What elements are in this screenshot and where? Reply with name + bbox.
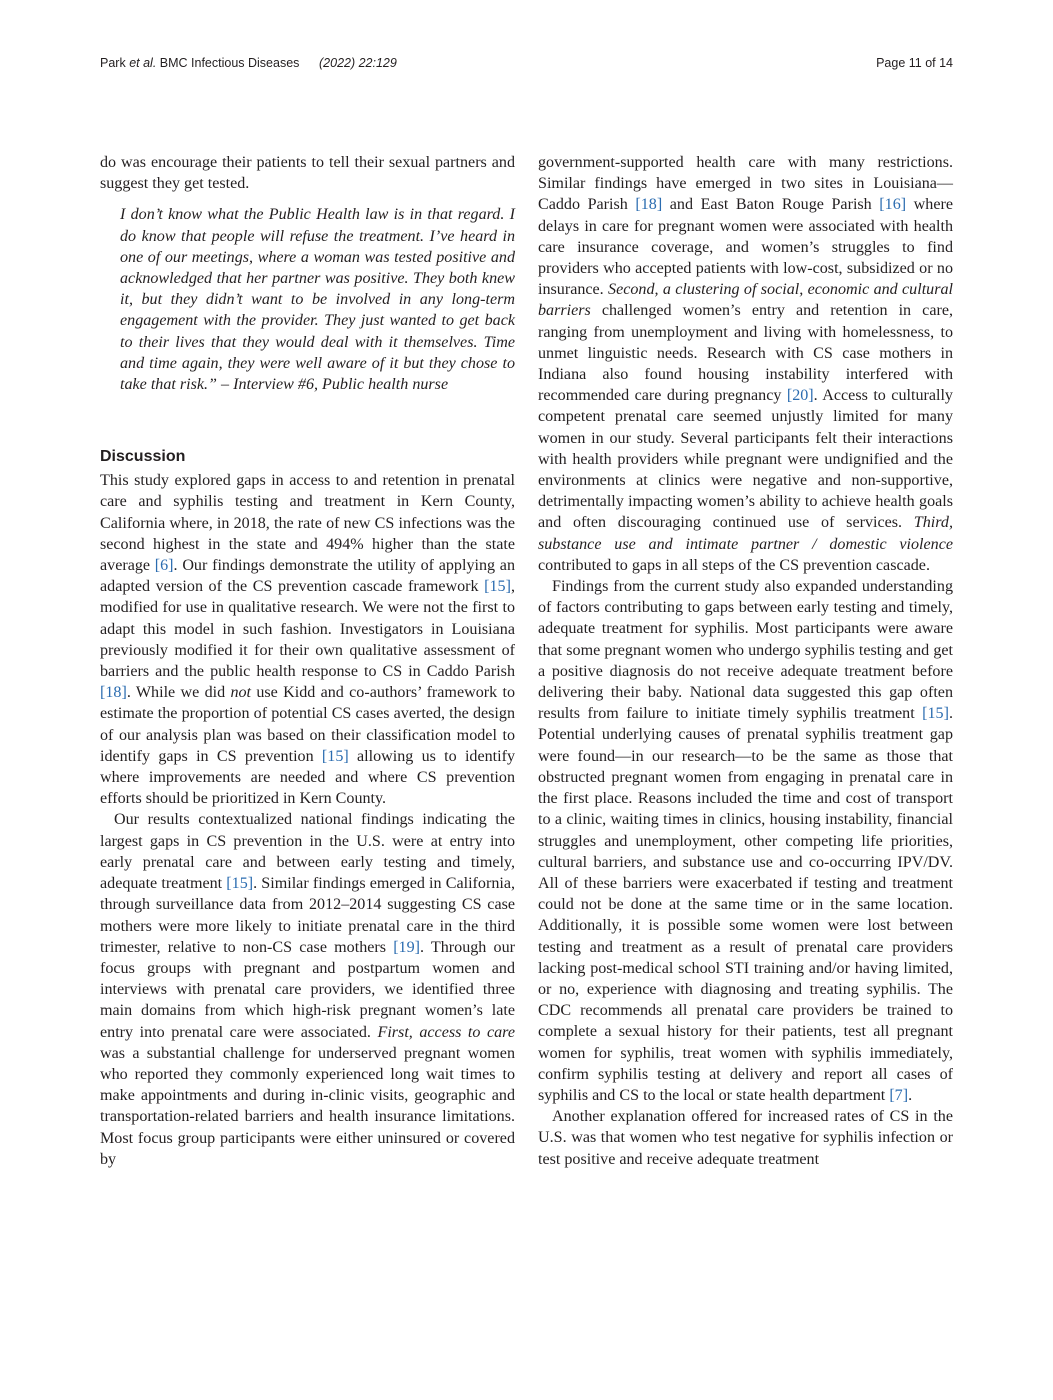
- running-header: [100, 56, 953, 76]
- paragraph: Another explanation offered for increased rates of CS in the U.S. was that women who test negative for syphilis infection or test positive and receive adequate treatment: [538, 1108, 953, 1168]
- left-column: [100, 152, 515, 1170]
- citation-link[interactable]: [16]: [879, 196, 907, 214]
- year-volume: (2022) 22:129: [319, 56, 397, 70]
- journal-name: BMC Infectious Diseases: [156, 56, 300, 70]
- et-al: et al.: [129, 56, 157, 70]
- section-heading: Discussion: [100, 448, 186, 466]
- paragraph: Our results contextualized national findings indicating the largest gaps in CS prevention in the U.S. were at entry into early prenatal care and between early testing and timely, adequate treatment [15]. Similar findings emerged in California, through surveillance data from 2012–2014 suggesting CS case mothers were more likely to initiate prenatal care in the third trimester, relative to non-CS case mothers [19]. Through our focus groups with pregnant and postpartum women and interviews with prenatal care providers, we identified three main domains from which high-risk pregnant women’s late entry into prenatal care were associated. First, access to care was a substantial challenge for underserved pregnant women who reported they commonly experienced long wait times to make appointments and during in-clinic visits, geographic and transportation-related barriers and health insurance limitations. Most focus group participants were either uninsured or covered by: [100, 811, 516, 1168]
- journal-citation: [100, 56, 397, 70]
- citation-link[interactable]: [6]: [154, 557, 174, 575]
- paragraph: Findings from the current study also expanded understanding of factors contributing to gaps between early testing and timely, adequate treatment for syphilis. Most participants were aware that some pregnant women who undergo syphilis testing and get a positive diagnosis do not receive adequate treatment before delivering their baby. National data suggested this gap often results from failure to initiate timely syphilis treatment [15]. Potential underlying causes of prenatal syphilis treatment gap were found—in our research—to be the same as those that obstructed pregnant women from engaging in prenatal care in the first place. Reasons included the time and cost of transport to a clinic, waiting times in clinics, housing instability, financial struggles and unemployment, other competing life priorities, cultural barriers, and substance use and co-occurring IPV/DV. All of these barriers were exacerbated if testing and treatment could not be done at the same time or in the same location. Additionally, it is possible some women were lost between testing and treatment as a result of prenatal care providers lacking post-medical school STI training and/or having limited, or no, experience with diagnosing and treating syphilis. The CDC recommends all prenatal care providers be trained to complete a sexual history for their patients, test all pregnant women for syphilis, treat women with syphilis immediately, confirm syphilis testing at delivery and report all cases of syphilis and CS to the local or state health department [7].: [538, 578, 953, 1104]
- paragraph: government-supported health care with many restrictions. Similar findings have emerged in two sites in Louisiana—Caddo Parish [18] and East Baton Rouge Parish [16] where delays in care for pregnant women were associated with health care insurance coverage, and women’s struggles to find providers who accepted patients with low-cost, subsidized or no insurance. Second, a clustering of social, economic and cultural barriers challenged women’s entry and retention in care, ranging from unemployment and living with homelessness, to unmet linguistic needs. Research with CS case mothers in Indiana also found housing instability interfered with recommended care during pregnancy [20]. Access to culturally competent prenatal care seemed unjustly limited for many women in our study. Several participants felt their interactions with health providers while pregnant were undignified and the environments at clinics were negative and non-supportive, detrimentally impacting women’s ability to achieve health goals and often discouraging continued use of services. Third, substance use and intimate partner / domestic violence contributed to gaps in all steps of the CS prevention cascade.: [538, 154, 954, 574]
- citation-link[interactable]: [15]: [922, 705, 949, 723]
- citation-link[interactable]: [15]: [321, 747, 349, 765]
- paragraph: do was encourage their patients to tell their sexual partners and suggest they get tested.: [100, 154, 515, 193]
- citation-link[interactable]: [7]: [889, 1086, 909, 1104]
- citation-link[interactable]: [20]: [786, 387, 814, 405]
- page-number: Page 11 of 14: [876, 56, 953, 70]
- block-quote: I don’t know what the Public Health law is in that regard. I do know that people will refuse the treatment. I’ve heard in one of our meetings, where a woman was tested positive and acknowledged that her partner was positive. They both knew it, but they didn’t want to be involved in any long-term engagement with the provider. They just wanted to get back to their lives that they would deal with it themselves. Time and time again, they were well aware of it but they chose to take that risk.” – Interview #6, Public health nurse: [120, 206, 515, 394]
- author: Park: [100, 56, 130, 70]
- citation-link[interactable]: [15]: [484, 578, 511, 596]
- citation-link[interactable]: [19]: [393, 938, 420, 956]
- right-column: [538, 152, 953, 1170]
- paragraph: This study explored gaps in access to and retention in prenatal care and syphilis testing and treatment in Kern County, California where, in 2018, the rate of new CS infections was the second highest in the state and 494% higher than the state average [6]. Our findings demonstrate the utility of applying an adapted version of the CS prevention cascade framework [15], modified for use in qualitative research. We were not the first to adapt this model in such fashion. Investigators in Louisiana previously modified it for their own qualitative assessment of barriers and the public health response to CS in Caddo Parish [18]. While we did not use Kidd and co-authors’ framework to estimate the proportion of potential CS cases averted, the design of our analysis plan was based on their classification model to identify gaps in CS prevention [15] allowing us to identify where improvements are needed and where CS prevention efforts should be prioritized in Kern County.: [100, 472, 515, 808]
- citation-link[interactable]: [15]: [226, 875, 254, 893]
- citation-link[interactable]: [18]: [635, 196, 663, 214]
- citation-link[interactable]: [18]: [100, 684, 127, 702]
